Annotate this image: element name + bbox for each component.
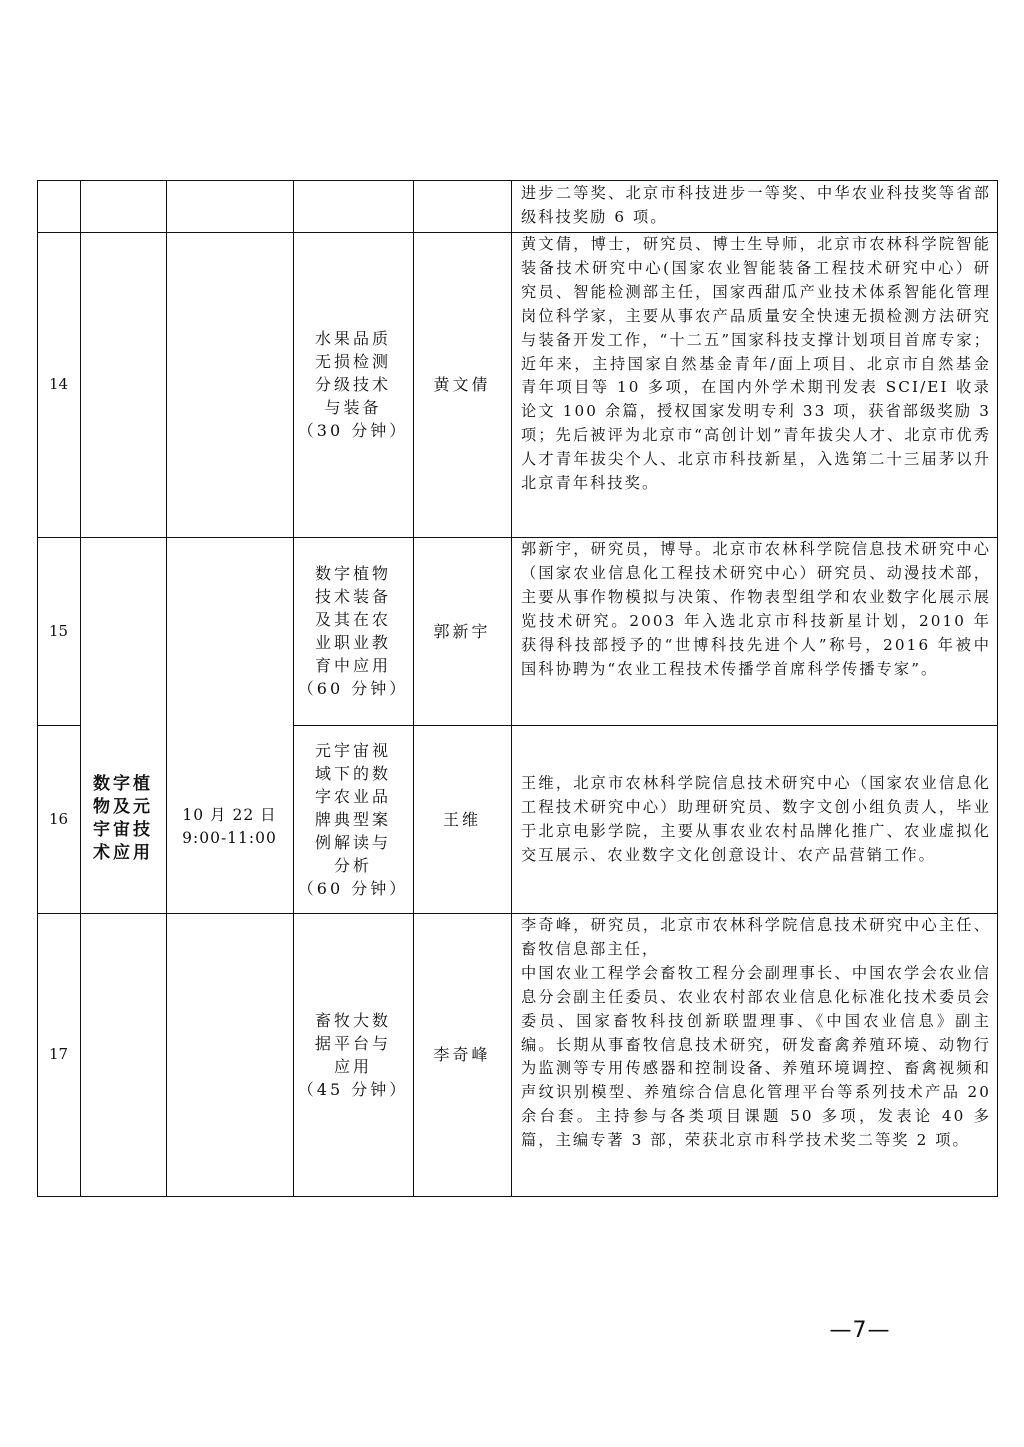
speaker-bio-17: 李奇峰，研究员，北京市农林科学院信息技术研究中心主任、畜牧信息部主任， 中国农业工程学会畜牧工程分会副理事长、中国农学会农业信息分会副主任委员、农业农村部农业信息化标准化技术委员会委员、国家畜牧科技创新联盟理事、《中国农业信息》副主编。长期从事畜牧信息技术研究，研发畜禽养殖环境、动物行为监测等专用传感器和控制设备、养殖环境调控、畜禽视频和声纹识别模型、养殖综合信息化管理平台等系列技术产品 20 余台套。主持参与各类项目课题 50 多项，发表论 40 多篇，主编专著 3 部，荣获北京市科学技术奖二等奖 2 项。	[521, 916, 991, 1150]
schedule-table	[37, 180, 998, 1197]
row-number-14: 14	[48, 375, 69, 393]
date-time-cell	[166, 537, 293, 937]
row-number-17: 17	[48, 1045, 69, 1063]
course-topic-17: 畜牧大数 据平台与 应用 （45 分钟）	[297, 1010, 409, 1099]
category-cell: 数字植 物及元 宇宙技 术应用	[93, 774, 153, 863]
course-topic-14: 水果品质 无损检测 分级技术 与装备 （30 分钟）	[297, 329, 409, 440]
session-date: 10 月 22 日	[182, 806, 277, 824]
page-number: —7—	[829, 1318, 891, 1343]
speaker-name-16: 王维	[442, 809, 481, 829]
course-topic-16: 元宇宙视 域下的数 字农业品 牌典型案 例解读与 分析 （60 分钟）	[297, 740, 409, 898]
speaker-bio-16: 王维，北京市农林科学院信息技术研究中心（国家农业信息化工程技术研究中心）助理研究员、数字文创小组负责人，毕业于北京电影学院，主要从事农业农村品牌化推广、农业虚拟化交互展示、农业数字文化创意设计、农产品营销工作。	[521, 774, 991, 864]
bio-continued: 进步二等奖、北京市科技进步一等奖、中华农业科技奖等省部级科技奖励 6 项。	[521, 184, 991, 226]
session-time: 9:00-11:00	[182, 829, 277, 847]
speaker-name-15: 郭新宇	[433, 621, 491, 641]
row-number-15: 15	[48, 621, 69, 640]
speaker-name-17: 李奇峰	[433, 1045, 491, 1064]
speaker-name-14: 黄文倩	[433, 375, 491, 394]
row-number-16: 16	[48, 809, 69, 828]
course-topic-15: 数字植物 技术装备 及其在农 业职业教 育中应用 （60 分钟）	[297, 564, 409, 698]
speaker-bio-14: 黄文倩，博士，研究员、博士生导师，北京市农林科学院智能装备技术研究中心(国家农业智能装备工程技术研究中心）研究员、智能检测部主任，国家西甜瓜产业技术体系智能化管理岗位科学家，主要从事农产品质量安全快速无损检测方法研究与装备开发工作，“十二五”国家科技支撑计划项目首席专家；近年来，主持国家自然基金青年/面上项目、北京市自然基金青年项目等 10 多项，在国内外学术期刊发表 SCI/EI 收录论文 100 余篇，授权国家发明专利 33 项，获省部级奖励 3 项；先后被评为北京市“高创计划”青年拔尖人才、北京市优秀人才青年拔尖个人、北京市科技新星，入选第二十三届茅以升北京青年科技奖。	[521, 235, 991, 493]
speaker-bio-15: 郭新宇，研究员，博导。北京市农林科学院信息技术研究中心（国家农业信息化工程技术研究中心）研究员、动漫技术部，主要从事作物模拟与决策、作物表型组学和农业数字化展示展览技术研究。2003 年入选北京市科技新星计划，2010 年获得科技部授予的“世博科技先进个人”称号，2016 年被中国科协聘为“农业工程技术传播学首席科学传播专家”。	[521, 540, 991, 678]
